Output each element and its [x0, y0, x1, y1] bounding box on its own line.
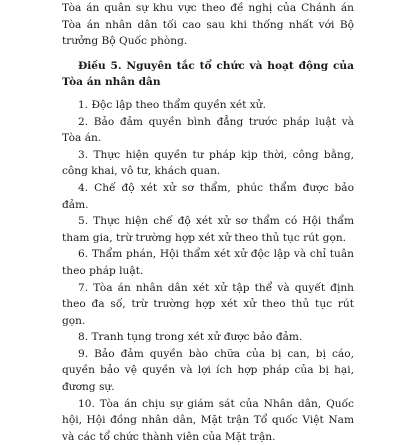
intro-paragraph: Tòa án quân sự khu vực theo đề nghị của Chánh án Tòa án nhân dân tối cao sau khi thống nhất với Bộ trưởng Bộ Quốc phòng. [62, 2, 354, 48]
list-item: 2. Bảo đảm quyền bình đẳng trước pháp luật và Tòa án. [62, 115, 354, 145]
list-item: 9. Bảo đảm quyền bào chữa của bị can, bị cáo, quyền bảo vệ quyền và lợi ích hợp pháp của bị hại, đương sự. [62, 347, 354, 394]
list-item: 1. Độc lập theo thẩm quyền xét xử. [78, 98, 266, 111]
list-item: 5. Thực hiện chế độ xét xử sơ thẩm có Hội thẩm tham gia, trừ trường hợp xét xử theo thủ tục rút gọn. [62, 215, 354, 244]
document-page [62, 0, 354, 443]
list-item: 8. Tranh tụng trong xét xử được bảo đảm. [78, 331, 303, 344]
list-item: 7. Tòa án nhân dân xét xử tập thể và quyết định theo đa số, trừ trường hợp xét xử theo thủ tục rút gọn. [62, 281, 354, 327]
list-item: 3. Thực hiện quyền tư pháp kịp thời, công bằng, công khai, vô tư, khách quan. [62, 148, 354, 178]
list-item: 6. Thẩm phán, Hội thẩm xét xử độc lập và chỉ tuân theo pháp luật. [62, 248, 354, 277]
article-heading: Điều 5. Nguyên tắc tổ chức và hoạt động của Tòa án nhân dân [62, 59, 354, 89]
list-item: 10. Tòa án chịu sự giám sát của Nhân dân, Quốc hội, Hội đồng nhân dân, Mặt trận Tổ quốc Việt Nam và các tổ chức thành viên của Mặt trận. [62, 397, 354, 443]
list-item: 4. Chế độ xét xử sơ thẩm, phúc thẩm được bảo đảm. [62, 181, 354, 211]
